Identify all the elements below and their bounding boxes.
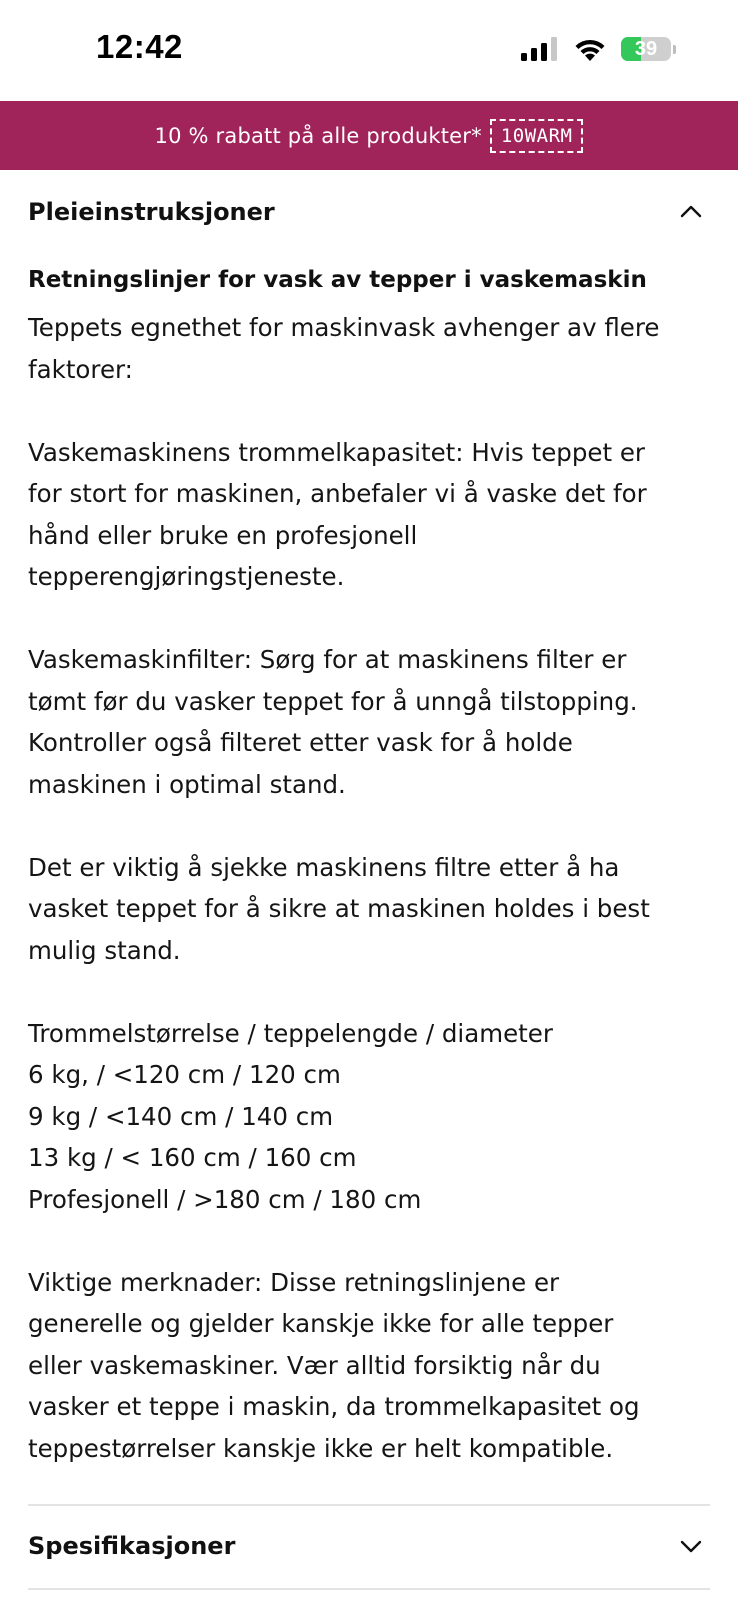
care-instructions-content [28,267,710,1469]
battery [621,37,671,61]
specifications-title: Spesifikasjoner [28,1532,236,1560]
chevron-down-icon[interactable] [678,1533,704,1559]
specifications-header[interactable] [28,1516,710,1576]
care-paragraph: Vaskemaskinfilter: Sørg for at maskinens filter er tømt før du vasker teppet for å unngå tilstopping. Kontroller også filteret etter vask for å holde maskinen i optimal stand. [28,645,638,799]
divider [28,1504,710,1506]
battery-level: 39 [634,37,658,60]
divider [28,1588,710,1590]
promo-text: 10 % rabatt på alle produkter* [154,123,482,148]
care-instructions-title: Pleieinstruksjoner [28,198,275,226]
care-instructions-header[interactable] [28,182,710,242]
promo-banner[interactable] [0,101,738,170]
battery-cap [673,45,676,54]
status-time: 12:42 [96,28,183,65]
care-paragraph: Det er viktig å sjekke maskinens filtre etter å ha vasket teppet for å sikre at maskinen holdes i best mulig stand. [28,852,650,965]
cellular-signal-icon [521,37,559,61]
wifi-icon [573,36,607,62]
status-bar [0,0,738,101]
battery-charging-icon [621,37,676,61]
status-icons [521,34,676,64]
chevron-up-icon[interactable] [678,199,704,225]
size-table-text: Trommelstørrelse / teppelengde / diameter 6 kg, / <120 cm / 120 cm 9 kg / <140 cm / 140 cm 13 kg / < 160 cm / 160 cm Profesjonell / >180 cm / 180 cm [28,1018,553,1214]
care-subheading: Retningslinjer for vask av tepper i vaskemaskin [28,267,647,293]
care-paragraph: Teppets egnethet for maskinvask avhenger av flere faktorer: [28,313,660,384]
care-paragraph: Viktige merknader: Disse retningslinjene er generelle og gjelder kanskje ikke for alle tepper eller vaskemaskiner. Vær alltid forsiktig når du vasker et teppe i maskin, da trommelkapasitet og teppestørrelser kanskje ikke er helt kompatible. [28,1267,640,1463]
promo-code[interactable]: 10WARM [490,119,584,153]
care-paragraph: Vaskemaskinens trommelkapasitet: Hvis teppet er for stort for maskinen, anbefaler vi å vaske det for hånd eller bruke en profesjonell tepperengjøringstjeneste. [28,437,647,591]
